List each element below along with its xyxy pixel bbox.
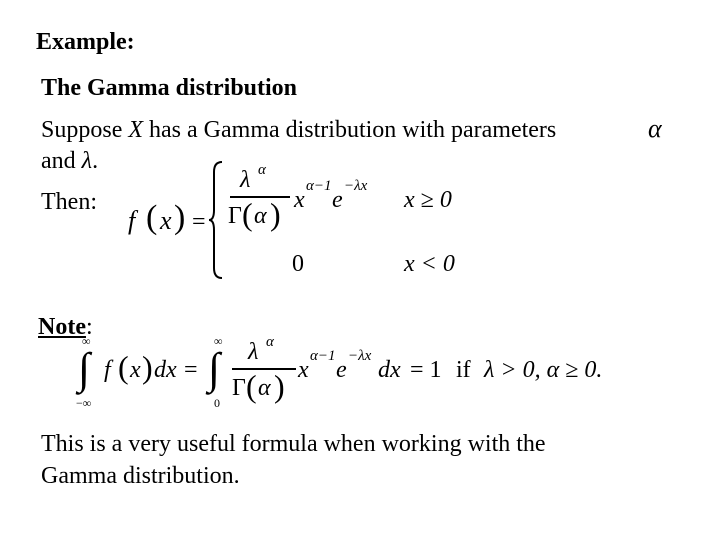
symbol-lambda: λ: [81, 148, 93, 174]
pdf-condition-1: x ≥ 0: [404, 187, 452, 213]
pdf-zero: 0: [292, 251, 304, 277]
slide-heading: Example:: [36, 29, 135, 55]
int-e-exp: −λx: [348, 348, 372, 364]
symbol-alpha: α: [648, 114, 662, 143]
pdf-x-term: x: [294, 187, 305, 213]
int1-sign: ∫: [78, 344, 91, 393]
body-line-2-pre: and: [41, 148, 82, 174]
slide-title: The Gamma distribution: [41, 75, 298, 101]
variable-x: X: [128, 117, 144, 143]
int-x-term: x: [298, 357, 309, 383]
then-label: Then:: [41, 189, 97, 215]
integral-formula: [72, 334, 632, 414]
body-line-1-pre: Suppose: [41, 117, 129, 143]
body-line-1: [41, 116, 556, 144]
pdf-gamma: Γ: [228, 203, 242, 229]
closing-line-1: This is a very useful formula when working with the: [41, 431, 546, 457]
int-condition: λ > 0, α ≥ 0.: [484, 357, 603, 383]
int-fraction-bar: [232, 368, 296, 370]
int-gamma-rparen: ): [274, 368, 285, 404]
int-gamma-alpha: α: [258, 375, 271, 401]
int-e: e: [336, 357, 347, 383]
int-equals-one: = 1: [410, 357, 442, 383]
pdf-lparen: (: [146, 199, 158, 236]
int-x-exp: α−1: [310, 348, 336, 364]
int1-upper: ∞: [82, 334, 91, 348]
int-lparen: (: [118, 349, 129, 385]
pdf-rparen: ): [174, 199, 186, 236]
pdf-lambda: λ: [240, 167, 251, 193]
body-line-2: [41, 147, 98, 175]
int2-upper: ∞: [214, 334, 223, 348]
note-colon: :: [85, 314, 93, 340]
int-dx-2: dx: [378, 357, 401, 383]
int2-lower: 0: [214, 396, 220, 410]
int1-lower: −∞: [76, 396, 92, 410]
pdf-lambda-exp: α: [258, 162, 266, 178]
int-lambda-exp: α: [266, 334, 274, 350]
pdf-gamma-rparen: ): [270, 196, 281, 232]
int-if: if: [456, 357, 471, 383]
pdf-e-exp: −λx: [344, 178, 368, 194]
pdf-f: f: [128, 206, 136, 235]
pdf-condition-2: x < 0: [404, 251, 455, 277]
int-equals: =: [184, 357, 198, 383]
int-gamma-lparen: (: [246, 368, 257, 404]
pdf-e: e: [332, 187, 343, 213]
int-rparen: ): [142, 349, 153, 385]
pdf-gamma-lparen: (: [242, 196, 253, 232]
pdf-x: x: [160, 206, 172, 235]
body-line-2-post: .: [92, 148, 99, 174]
pdf-x-exp: α−1: [306, 178, 332, 194]
int-dx-1: dx: [154, 357, 177, 383]
note-text: Note: [38, 314, 86, 340]
gamma-pdf-formula: [128, 158, 488, 282]
body-line-1-post: has a Gamma distribution with parameters: [143, 117, 557, 143]
int-f: f: [104, 357, 111, 383]
pdf-gamma-alpha: α: [254, 203, 267, 229]
closing-line-2: Gamma distribution.: [41, 463, 240, 489]
pdf-equals: =: [192, 209, 206, 235]
pdf-fraction-bar: [230, 196, 290, 198]
int-gamma: Γ: [232, 375, 246, 401]
int-lambda: λ: [248, 339, 259, 365]
int-x: x: [130, 357, 141, 383]
pdf-left-brace: [208, 160, 226, 280]
int2-sign: ∫: [208, 344, 221, 393]
